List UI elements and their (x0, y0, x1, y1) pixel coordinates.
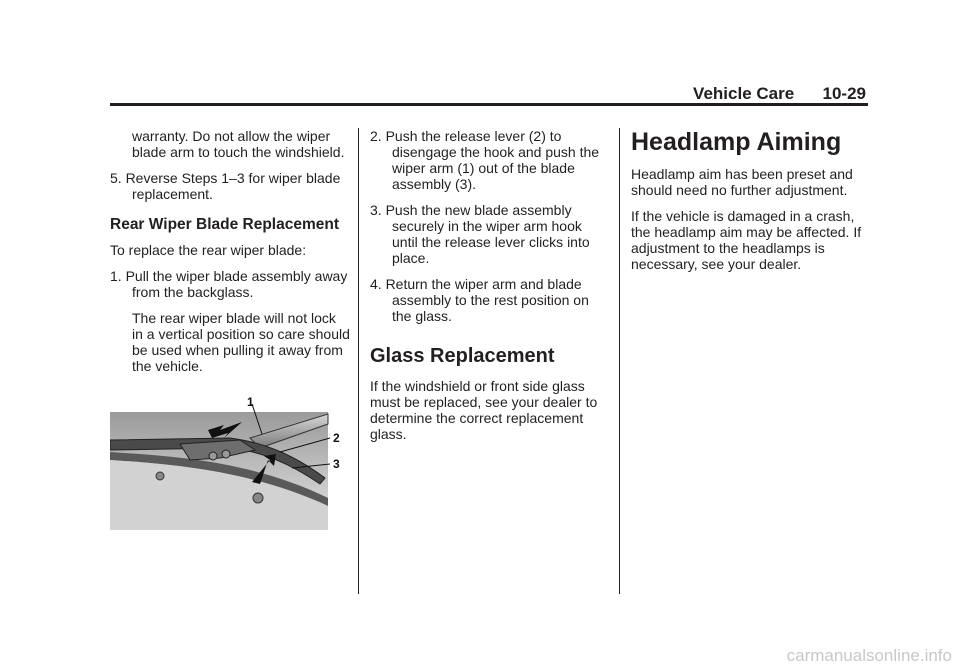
step-2: 2. Push the release lever (2) to disengage the hook and push the wiper arm (1) out of the blade assembly (3). (370, 128, 600, 192)
watermark: carmanualsonline.info (786, 646, 952, 665)
headlamp-aim-paragraph-1: Headlamp aim has been preset and should need no further adjustment. (631, 166, 853, 198)
column-divider-2 (619, 128, 620, 594)
rear-wiper-heading: Rear Wiper Blade Replacement (110, 216, 339, 233)
step-1-note: The rear wiper blade will not lock in a vertical position so care should be used when pulling it away from the vehicle. (132, 310, 350, 374)
column-1 (110, 128, 350, 384)
callout-2: 2 (333, 431, 340, 445)
headlamp-aim-paragraph-2: If the vehicle is damaged in a crash, the headlamp aim may be affected. If adjustment to the headlamps is necessary, see your dealer. (631, 208, 862, 272)
column-2 (370, 128, 606, 452)
header-page-number: 10-29 (822, 84, 866, 103)
header-section: Vehicle Care (693, 84, 795, 103)
callout-3: 3 (333, 457, 340, 471)
header-title (693, 84, 866, 104)
continued-text: warranty. Do not allow the wiper blade arm to touch the windshield. (132, 128, 345, 160)
rear-wiper-intro: To replace the rear wiper blade: (110, 242, 307, 258)
step-5: 5. Reverse Steps 1–3 for wiper blade replacement. (110, 170, 341, 202)
glass-replacement-text: If the windshield or front side glass must be replaced, see your dealer to determine the correct replacement glass. (370, 378, 598, 442)
wiper-blade-illustration (110, 390, 350, 530)
step-4: 4. Return the wiper arm and blade assembly to the rest position on the glass. (370, 276, 589, 324)
column-divider-1 (358, 128, 359, 594)
glass-replacement-heading: Glass Replacement (370, 345, 555, 367)
callout-1: 1 (247, 395, 254, 409)
step-1: 1. Pull the wiper blade assembly away from the backglass. (110, 268, 348, 300)
column-3 (631, 128, 867, 282)
header-rule (110, 103, 868, 106)
step-3: 3. Push the new blade assembly securely in the wiper arm hook until the release lever clicks into place. (370, 202, 590, 266)
glass-bolt (253, 493, 263, 503)
bracket-rivet (209, 452, 217, 460)
bracket-rivet-2 (222, 450, 230, 458)
glass-bolt-2 (156, 472, 164, 480)
page-header (110, 84, 866, 104)
wiper-blade-figure (110, 390, 350, 530)
headlamp-aiming-heading: Headlamp Aiming (631, 128, 842, 156)
